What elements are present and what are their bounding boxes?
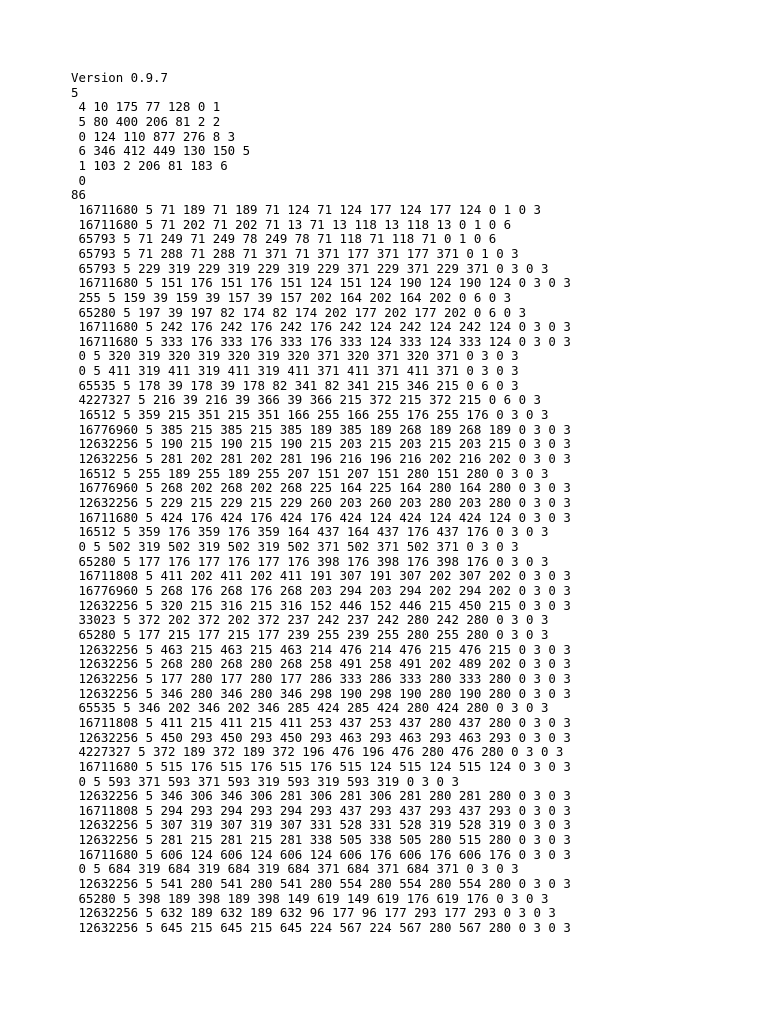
text-line: 16776960 5 385 215 385 215 385 189 385 189 268 189 268 189 0 3 0 3 (71, 421, 571, 437)
text-line: 65280 5 197 39 197 82 174 82 174 202 177 202 177 202 0 6 0 3 (71, 304, 527, 320)
text-line: 12632256 5 281 215 281 215 281 338 505 338 505 280 515 280 0 3 0 3 (71, 832, 571, 848)
text-line: 16512 5 359 176 359 176 359 164 437 164 437 176 437 176 0 3 0 3 (71, 524, 549, 540)
text-line: 16711808 5 411 215 411 215 411 253 437 253 437 280 437 280 0 3 0 3 (71, 714, 571, 730)
text-line: 16711680 5 333 176 333 176 333 176 333 124 333 124 333 124 0 3 0 3 (71, 333, 571, 349)
text-line: 16512 5 255 189 255 189 255 207 151 207 151 280 151 280 0 3 0 3 (71, 465, 549, 481)
text-line: 16711680 5 71 189 71 189 71 124 71 124 177 124 177 124 0 1 0 3 (71, 201, 541, 217)
document-text (71, 71, 571, 936)
text-line: 65280 5 398 189 398 189 398 149 619 149 619 176 619 176 0 3 0 3 (71, 890, 549, 906)
text-line: 12632256 5 346 306 346 306 281 306 281 306 281 280 281 280 0 3 0 3 (71, 788, 571, 804)
text-line: 0 (71, 172, 86, 188)
text-line: 12632256 5 190 215 190 215 190 215 203 215 203 215 203 215 0 3 0 3 (71, 436, 571, 452)
text-line: 12632256 5 632 189 632 189 632 96 177 96 177 293 177 293 0 3 0 3 (71, 905, 556, 921)
text-line: 16711680 5 606 124 606 124 606 124 606 176 606 176 606 176 0 3 0 3 (71, 846, 571, 862)
text-line: 16711680 5 242 176 242 176 242 176 242 124 242 124 242 124 0 3 0 3 (71, 319, 571, 335)
text-line: 86 (71, 187, 86, 203)
text-line: 65793 5 229 319 229 319 229 319 229 371 229 371 229 371 0 3 0 3 (71, 260, 549, 276)
text-line: 1 103 2 206 81 183 6 (71, 157, 228, 173)
text-line: 0 5 684 319 684 319 684 319 684 371 684 371 684 371 0 3 0 3 (71, 861, 519, 877)
text-line: 16711680 5 151 176 151 176 151 124 151 124 190 124 190 124 0 3 0 3 (71, 275, 571, 291)
text-line: 5 80 400 206 81 2 2 (71, 113, 221, 129)
text-line: 0 5 502 319 502 319 502 319 502 371 502 371 502 371 0 3 0 3 (71, 539, 519, 554)
text-line: 4227327 5 216 39 216 39 366 39 366 215 372 215 372 215 0 6 0 3 (71, 392, 541, 408)
text-line: 12632256 5 450 293 450 293 450 293 463 293 463 293 463 293 0 3 0 3 (71, 729, 571, 745)
text-line: 65280 5 177 176 177 176 177 176 398 176 398 176 398 176 0 3 0 3 (71, 553, 549, 569)
text-line: 0 5 593 371 593 371 593 319 593 319 593 319 0 3 0 3 (71, 773, 459, 789)
text-line: 65280 5 177 215 177 215 177 239 255 239 255 280 255 280 0 3 0 3 (71, 626, 549, 642)
text-line: 12632256 5 645 215 645 215 645 224 567 224 567 280 567 280 0 3 0 3 (71, 920, 571, 936)
text-line: 0 5 411 319 411 319 411 319 411 371 411 371 411 371 0 3 0 3 (71, 363, 519, 379)
text-line: 12632256 5 229 215 229 215 229 260 203 260 203 280 203 280 0 3 0 3 (71, 495, 571, 511)
text-line: 12632256 5 541 280 541 280 541 280 554 280 554 280 554 280 0 3 0 3 (71, 876, 571, 892)
text-line: 65793 5 71 288 71 288 71 371 71 371 177 371 177 371 0 1 0 3 (71, 245, 519, 261)
text-line: 16711680 5 424 176 424 176 424 176 424 124 424 124 424 124 0 3 0 3 (71, 509, 571, 525)
text-line: 12632256 5 463 215 463 215 463 214 476 214 476 215 476 215 0 3 0 3 (71, 641, 571, 657)
text-line: 65535 5 346 202 346 202 346 285 424 285 424 280 424 280 0 3 0 3 (71, 700, 549, 716)
text-line: Version 0.9.7 (71, 70, 168, 85)
text-line: 12632256 5 307 319 307 319 307 331 528 331 528 319 528 319 0 3 0 3 (71, 817, 571, 833)
text-line: 16711680 5 71 202 71 202 71 13 71 13 118 13 118 13 0 1 0 6 (71, 216, 512, 232)
text-line: 0 5 320 319 320 319 320 319 320 371 320 371 320 371 0 3 0 3 (71, 348, 519, 364)
text-line: 16711808 5 294 293 294 293 294 293 437 293 437 293 437 293 0 3 0 3 (71, 802, 571, 818)
text-line: 33023 5 372 202 372 202 372 237 242 237 242 280 242 280 0 3 0 3 (71, 612, 549, 628)
text-line: 12632256 5 320 215 316 215 316 152 446 152 446 215 450 215 0 3 0 3 (71, 597, 571, 613)
text-line: 16711808 5 411 202 411 202 411 191 307 191 307 202 307 202 0 3 0 3 (71, 568, 571, 584)
text-line: 65535 5 178 39 178 39 178 82 341 82 341 215 346 215 0 6 0 3 (71, 377, 519, 393)
text-line: 255 5 159 39 159 39 157 39 157 202 164 202 164 202 0 6 0 3 (71, 289, 512, 305)
text-line: 12632256 5 346 280 346 280 346 298 190 298 190 280 190 280 0 3 0 3 (71, 685, 571, 701)
text-line: 12632256 5 281 202 281 202 281 196 216 196 216 202 216 202 0 3 0 3 (71, 451, 571, 467)
text-line: 0 124 110 877 276 8 3 (71, 128, 236, 144)
text-line: 5 (71, 84, 79, 100)
text-line: 65793 5 71 249 71 249 78 249 78 71 118 71 118 71 0 1 0 6 (71, 231, 497, 247)
text-line: 16512 5 359 215 351 215 351 166 255 166 255 176 255 176 0 3 0 3 (71, 407, 549, 423)
text-line: 16711680 5 515 176 515 176 515 176 515 124 515 124 515 124 0 3 0 3 (71, 758, 571, 774)
text-line: 12632256 5 268 280 268 280 268 258 491 258 491 202 489 202 0 3 0 3 (71, 656, 571, 672)
text-line: 12632256 5 177 280 177 280 177 286 333 286 333 280 333 280 0 3 0 3 (71, 670, 571, 686)
text-line: 4227327 5 372 189 372 189 372 196 476 196 476 280 476 280 0 3 0 3 (71, 744, 564, 760)
text-line: 6 346 412 449 130 150 5 (71, 143, 251, 159)
text-line: 16776960 5 268 202 268 202 268 225 164 225 164 280 164 280 0 3 0 3 (71, 480, 571, 496)
text-line: 16776960 5 268 176 268 176 268 203 294 203 294 202 294 202 0 3 0 3 (71, 582, 571, 598)
text-line: 4 10 175 77 128 0 1 (71, 99, 221, 115)
